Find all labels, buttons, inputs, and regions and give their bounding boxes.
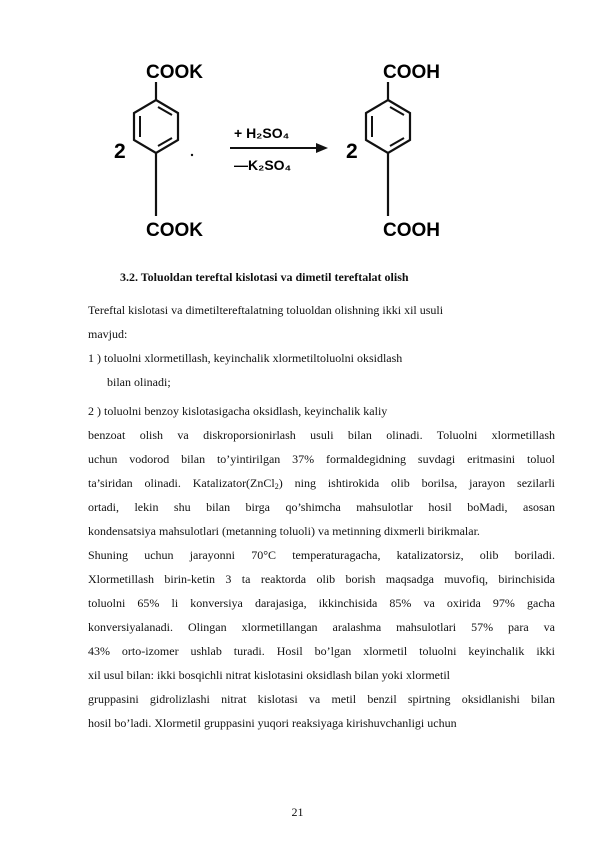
body-line-6: Shuning uchun jarayonni 70°C temperaturagacha, katalizatorsiz, olib boriladi. (88, 548, 555, 562)
body-line-8: toluolni 65% li konversiya darajasiga, ikkinchisida 85% va oxirida 97% gacha (88, 596, 555, 610)
body-line-10: 43% orto-izomer ushlab turadi. Hosil bo’lgan xlormetil toluolni keyinchalik ikki (88, 644, 555, 658)
section-heading: 3.2. Toluoldan tereftal kislotasi va dimetil tereftalat olish (120, 270, 409, 284)
reagent-remove: —K₂SO₄ (234, 157, 292, 173)
body-line-13: hosil bo’ladi. Xlormetil gruppasini yuqori reaksiyaga kirishuvchanligi uchun (88, 716, 457, 730)
body-line-11: xil usul bilan: ikki bosqichli nitrat kislotasini oksidlash bilan yoki xlormetil (88, 668, 450, 682)
list-item-1-line-1: 1 ) toluolni xlormetillash, keyinchalik xlormetiltoluolni oksidlash (88, 351, 403, 365)
left-coefficient: 2 (114, 140, 126, 163)
left-top-group: COOK (146, 62, 203, 83)
paragraph-1-line-2: mavjud: (88, 327, 128, 341)
page-number: 21 (291, 805, 304, 819)
body-line-2: uchun vodorod bilan to’yintirilgan 37% formaldegidning suvdagi eritmasini toluol (88, 452, 555, 466)
paragraph-1-line-1: Tereftal kislotasi va dimetiltereftalatning toluoldan olishning ikki xil usuli (88, 303, 444, 317)
right-coefficient: 2 (346, 140, 358, 163)
right-top-group: COOH (383, 62, 440, 83)
body-line-4: ortadi, lekin shu bilan birga qo’shimcha mahsulotlar hosil boMadi, asosan (88, 500, 555, 514)
dot-mark (191, 154, 193, 156)
zncl2-subscript: 2 (274, 482, 279, 491)
reaction-scheme-figure (106, 48, 453, 244)
body-line-3-text-a: ta’siridan olinadi. Katalizator(ZnCl (88, 476, 275, 490)
body-line-5: kondensatsiya mahsulotlari (metanning toluoli) va metinning dixmerli birikmalar. (88, 524, 480, 538)
body-line-9: konversiyalanadi. Olingan xlormetillangan aralashma mahsulotlari 57% para va (88, 620, 555, 634)
reaction-arrow-head (316, 143, 328, 153)
body-line-1: benzoat olish va diskroporsionirlash usuli bilan olinadi. Toluolni xlormetillash (88, 428, 555, 442)
reagent-add: + H₂SO₄ (234, 125, 290, 141)
reaction-scheme-svg (106, 48, 453, 244)
left-bottom-group: COOK (146, 220, 203, 241)
body-line-3 (88, 475, 555, 495)
list-item-1-line-2: bilan olinadi; (107, 375, 171, 389)
body-line-7: Xlormetillash birin-ketin 3 ta reaktorda olib borish maqsadga muvofiq, birinchisida (88, 572, 555, 586)
body-line-3-text-b: ) ning ishtirokida olib borilsa, jarayon sezilarli (278, 476, 556, 490)
right-bottom-group: COOH (383, 220, 440, 241)
list-item-2-line-1: 2 ) toluolni benzoy kislotasigacha oksidlash, keyinchalik kaliy (88, 404, 388, 418)
body-line-12: gruppasini gidrolizlashi nitrat kislotasi va metil benzil spirtning oksidlanishi bilan (88, 692, 555, 706)
